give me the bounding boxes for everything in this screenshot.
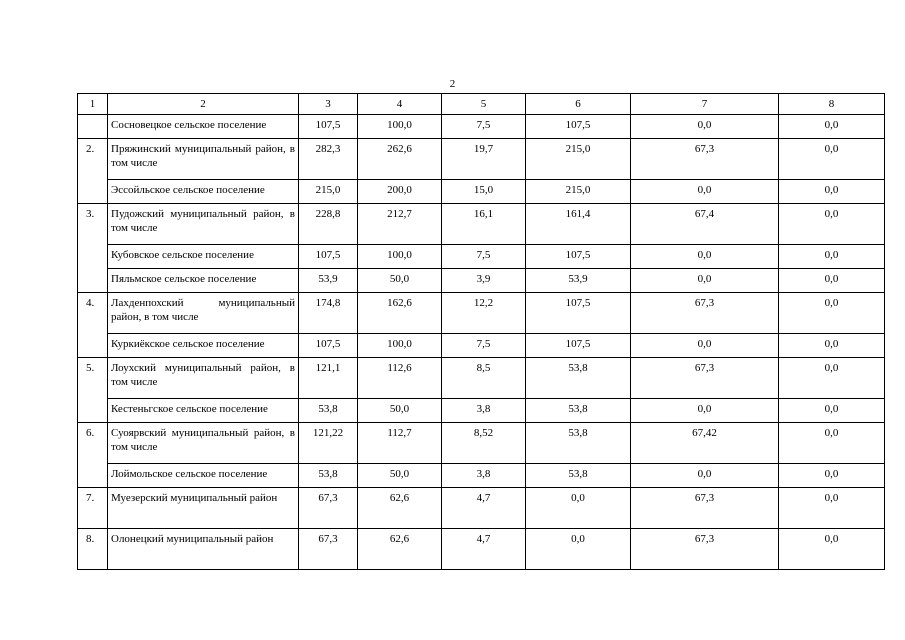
value-cell-7: 67,4 xyxy=(631,204,779,245)
table-row xyxy=(78,180,885,204)
header-cell-3: 3 xyxy=(299,94,358,115)
header-cell-6: 6 xyxy=(526,94,631,115)
name-cell: Сосновецкое сельское поселение xyxy=(108,115,299,139)
row-number-cell xyxy=(78,115,108,139)
row-number-cell: 3. xyxy=(78,204,108,245)
row-number-cell: 6. xyxy=(78,423,108,464)
budget-table xyxy=(77,93,885,570)
value-cell-4: 200,0 xyxy=(358,180,442,204)
row-number-cell: 8. xyxy=(78,529,108,570)
row-number-cell: 4. xyxy=(78,293,108,334)
table-row xyxy=(78,334,885,358)
value-cell-5: 7,5 xyxy=(442,245,526,269)
header-row xyxy=(78,94,885,115)
row-number-cell xyxy=(78,399,108,423)
table-row xyxy=(78,269,885,293)
value-cell-5: 3,8 xyxy=(442,399,526,423)
value-cell-8: 0,0 xyxy=(779,488,885,529)
value-cell-7: 67,42 xyxy=(631,423,779,464)
value-cell-5: 8,5 xyxy=(442,358,526,399)
value-cell-7: 0,0 xyxy=(631,115,779,139)
header-cell-7: 7 xyxy=(631,94,779,115)
name-cell: Лоухский муниципальный район, в том числе xyxy=(108,358,299,399)
name-cell: Олонецкий муниципальный район xyxy=(108,529,299,570)
table-row xyxy=(78,204,885,245)
value-cell-7: 0,0 xyxy=(631,180,779,204)
value-cell-7: 0,0 xyxy=(631,334,779,358)
value-cell-4: 112,7 xyxy=(358,423,442,464)
table-row xyxy=(78,293,885,334)
value-cell-3: 282,3 xyxy=(299,139,358,180)
value-cell-4: 50,0 xyxy=(358,399,442,423)
table-row xyxy=(78,245,885,269)
value-cell-3: 53,8 xyxy=(299,399,358,423)
value-cell-6: 53,8 xyxy=(526,464,631,488)
value-cell-8: 0,0 xyxy=(779,293,885,334)
value-cell-8: 0,0 xyxy=(779,464,885,488)
name-cell: Муезерский муниципальный район xyxy=(108,488,299,529)
table-row xyxy=(78,358,885,399)
value-cell-8: 0,0 xyxy=(779,204,885,245)
header-cell-1: 1 xyxy=(78,94,108,115)
row-number-cell: 2. xyxy=(78,139,108,180)
value-cell-5: 4,7 xyxy=(442,488,526,529)
value-cell-6: 107,5 xyxy=(526,334,631,358)
value-cell-4: 100,0 xyxy=(358,245,442,269)
value-cell-5: 19,7 xyxy=(442,139,526,180)
value-cell-5: 8,52 xyxy=(442,423,526,464)
value-cell-5: 4,7 xyxy=(442,529,526,570)
header-cell-2: 2 xyxy=(108,94,299,115)
value-cell-7: 67,3 xyxy=(631,293,779,334)
value-cell-3: 121,1 xyxy=(299,358,358,399)
table-row xyxy=(78,464,885,488)
value-cell-3: 174,8 xyxy=(299,293,358,334)
value-cell-6: 107,5 xyxy=(526,245,631,269)
table-row xyxy=(78,529,885,570)
value-cell-3: 107,5 xyxy=(299,334,358,358)
header-cell-5: 5 xyxy=(442,94,526,115)
value-cell-8: 0,0 xyxy=(779,358,885,399)
value-cell-8: 0,0 xyxy=(779,334,885,358)
value-cell-6: 215,0 xyxy=(526,180,631,204)
name-cell: Куркиёкское сельское поселение xyxy=(108,334,299,358)
name-cell: Пряжинский муниципальный район, в том числе xyxy=(108,139,299,180)
row-number-cell xyxy=(78,269,108,293)
value-cell-6: 53,8 xyxy=(526,423,631,464)
value-cell-4: 100,0 xyxy=(358,115,442,139)
value-cell-3: 53,8 xyxy=(299,464,358,488)
value-cell-5: 7,5 xyxy=(442,334,526,358)
value-cell-4: 62,6 xyxy=(358,529,442,570)
value-cell-3: 228,8 xyxy=(299,204,358,245)
name-cell: Кестеньгское сельское поселение xyxy=(108,399,299,423)
value-cell-5: 16,1 xyxy=(442,204,526,245)
value-cell-4: 262,6 xyxy=(358,139,442,180)
value-cell-8: 0,0 xyxy=(779,245,885,269)
value-cell-4: 50,0 xyxy=(358,464,442,488)
value-cell-4: 100,0 xyxy=(358,334,442,358)
value-cell-7: 0,0 xyxy=(631,245,779,269)
table-row xyxy=(78,115,885,139)
value-cell-6: 0,0 xyxy=(526,529,631,570)
value-cell-8: 0,0 xyxy=(779,180,885,204)
value-cell-8: 0,0 xyxy=(779,139,885,180)
row-number-cell xyxy=(78,180,108,204)
value-cell-3: 107,5 xyxy=(299,115,358,139)
value-cell-5: 15,0 xyxy=(442,180,526,204)
value-cell-8: 0,0 xyxy=(779,269,885,293)
value-cell-3: 53,9 xyxy=(299,269,358,293)
value-cell-4: 62,6 xyxy=(358,488,442,529)
value-cell-3: 215,0 xyxy=(299,180,358,204)
value-cell-5: 3,9 xyxy=(442,269,526,293)
name-cell: Пяльмское сельское поселение xyxy=(108,269,299,293)
name-cell: Лоймольское сельское поселение xyxy=(108,464,299,488)
name-cell: Кубовское сельское поселение xyxy=(108,245,299,269)
value-cell-3: 107,5 xyxy=(299,245,358,269)
value-cell-3: 67,3 xyxy=(299,488,358,529)
value-cell-4: 50,0 xyxy=(358,269,442,293)
name-cell: Эссойльское сельское поселение xyxy=(108,180,299,204)
header-cell-8: 8 xyxy=(779,94,885,115)
table-row xyxy=(78,139,885,180)
value-cell-8: 0,0 xyxy=(779,399,885,423)
table-row xyxy=(78,399,885,423)
value-cell-6: 53,9 xyxy=(526,269,631,293)
value-cell-7: 67,3 xyxy=(631,488,779,529)
value-cell-7: 0,0 xyxy=(631,399,779,423)
value-cell-7: 67,3 xyxy=(631,139,779,180)
value-cell-3: 67,3 xyxy=(299,529,358,570)
name-cell: Суоярвский муниципальный район, в том числе xyxy=(108,423,299,464)
page-number: 2 xyxy=(449,78,456,90)
value-cell-7: 0,0 xyxy=(631,464,779,488)
row-number-cell xyxy=(78,334,108,358)
value-cell-3: 121,22 xyxy=(299,423,358,464)
value-cell-6: 53,8 xyxy=(526,399,631,423)
value-cell-5: 7,5 xyxy=(442,115,526,139)
value-cell-7: 0,0 xyxy=(631,269,779,293)
row-number-cell: 5. xyxy=(78,358,108,399)
row-number-cell: 7. xyxy=(78,488,108,529)
value-cell-6: 107,5 xyxy=(526,293,631,334)
value-cell-5: 12,2 xyxy=(442,293,526,334)
value-cell-6: 107,5 xyxy=(526,115,631,139)
value-cell-6: 0,0 xyxy=(526,488,631,529)
value-cell-8: 0,0 xyxy=(779,529,885,570)
value-cell-7: 67,3 xyxy=(631,529,779,570)
value-cell-5: 3,8 xyxy=(442,464,526,488)
value-cell-4: 162,6 xyxy=(358,293,442,334)
table-row xyxy=(78,488,885,529)
value-cell-4: 112,6 xyxy=(358,358,442,399)
row-number-cell xyxy=(78,245,108,269)
row-number-cell xyxy=(78,464,108,488)
value-cell-6: 161,4 xyxy=(526,204,631,245)
value-cell-4: 212,7 xyxy=(358,204,442,245)
table-row xyxy=(78,423,885,464)
value-cell-7: 67,3 xyxy=(631,358,779,399)
value-cell-6: 53,8 xyxy=(526,358,631,399)
table-body xyxy=(78,94,885,570)
header-cell-4: 4 xyxy=(358,94,442,115)
name-cell: Лахденпохский муниципальный район, в том числе xyxy=(108,293,299,334)
value-cell-8: 0,0 xyxy=(779,423,885,464)
value-cell-8: 0,0 xyxy=(779,115,885,139)
value-cell-6: 215,0 xyxy=(526,139,631,180)
name-cell: Пудожский муниципальный район, в том числе xyxy=(108,204,299,245)
